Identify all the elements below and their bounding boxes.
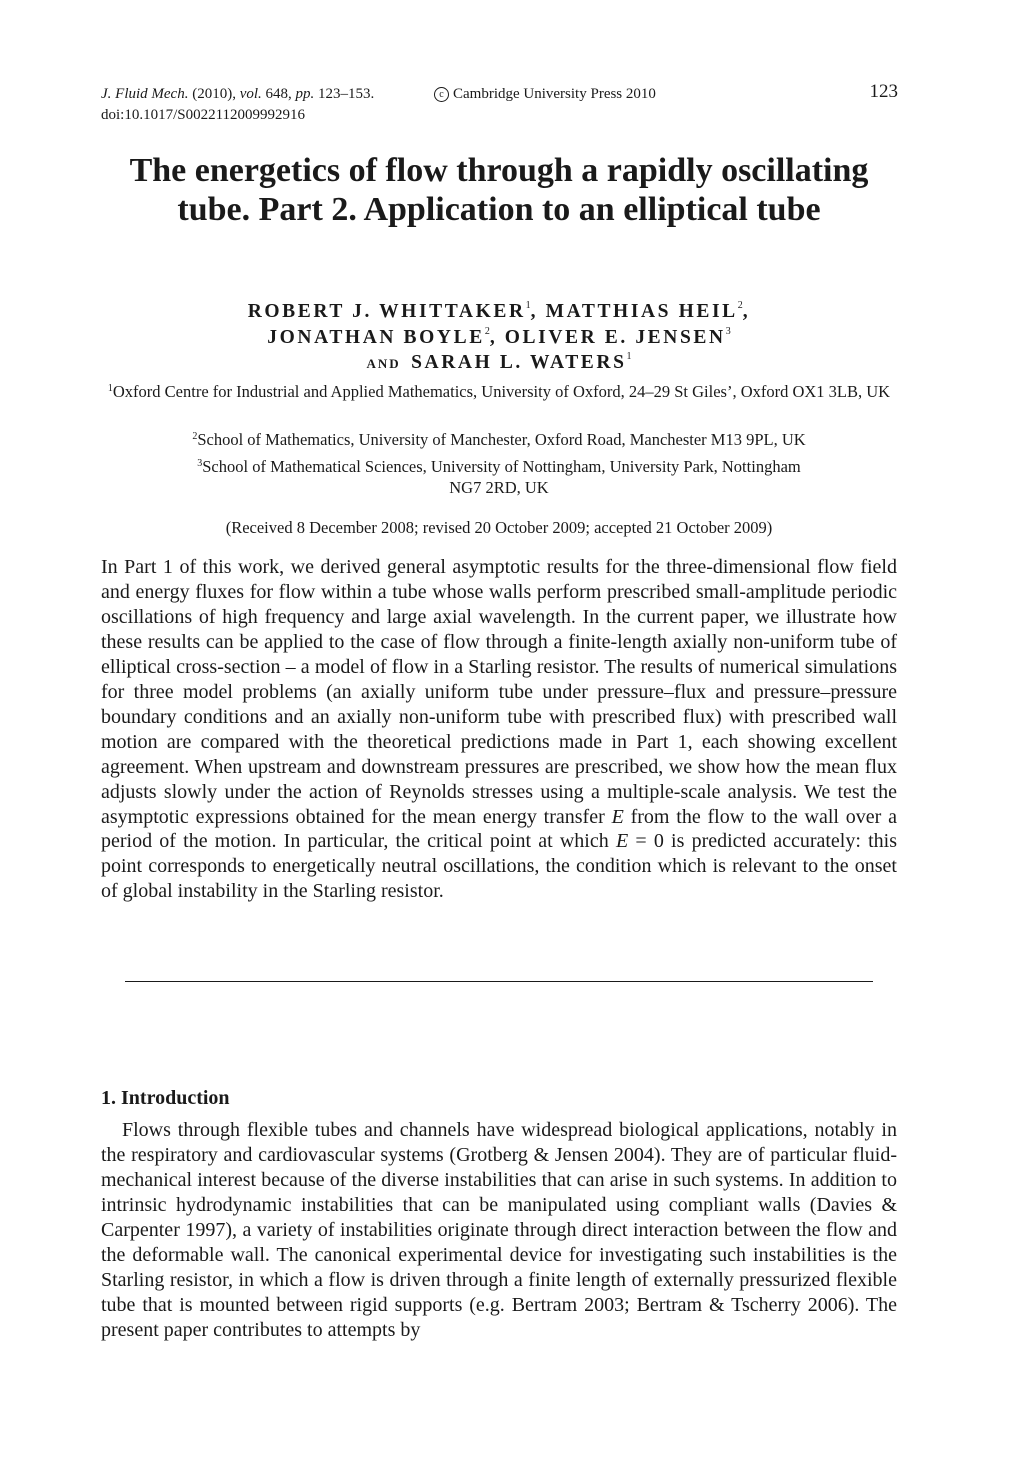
affiliation-sup: 3	[197, 458, 203, 469]
author-conjunction: AND	[366, 356, 401, 371]
author-affil-sup: 3	[725, 325, 731, 337]
received-dates: (Received 8 December 2008; revised 20 October 2009; accepted 21 October 2009)	[225, 518, 773, 537]
paper-title: The energetics of flow through a rapidly oscillating tube. Part 2. Application to an elliptical tube	[129, 152, 869, 228]
section-heading: 1. Introduction	[101, 1087, 230, 1109]
author-name: MATTHIAS HEIL	[545, 301, 738, 322]
abstract-divider	[125, 981, 873, 982]
volume-label: vol.	[239, 86, 262, 102]
affiliation-1	[101, 381, 897, 402]
affiliation-2	[101, 429, 897, 450]
doi-line: doi:10.1017/S0022112009992916	[101, 107, 306, 123]
abstract	[101, 555, 897, 904]
pages-label: pp.	[295, 86, 315, 102]
journal-year: (2010),	[192, 86, 236, 102]
math-symbol: E	[611, 805, 624, 828]
author-affil-sup: 1	[525, 300, 531, 311]
affiliation-text: Oxford Centre for Industrial and Applied Mathematics, University of Oxford, 24–29 St Giles’, Oxford OX1 3LB, UK	[112, 382, 891, 401]
author-name: OLIVER E. JENSEN	[504, 326, 726, 348]
affiliation-text: School of Mathematics, University of Manchester, Oxford Road, Manchester M13 9PL, UK	[197, 430, 806, 449]
author-affil-sup: 2	[737, 300, 743, 311]
affiliation-sup: 1	[107, 383, 113, 394]
abstract-text: In Part 1 of this work, we derived general asymptotic results for the three-dimensional flow field and energy fluxes for flow within a tube whose walls perform prescribed small-amplitude periodic oscillations of high frequency and large axial wavelength. In the current paper, we illustrate how these results can be applied to the case of flow through a finite-length axially non-uniform tube of elliptical cross-section – a model of flow in a Starling resistor. The results of numerical simulations for three model problems (an axially uniform tube under pressure–flux and pressure–pressure boundary conditions and an axially non-uniform tube with prescribed flux) with prescribed wall motion are compared with the theoretical predictions made in Part 1, each showing excellent agreement. When upstream and downstream pressures are prescribed, we show how the mean flux adjusts slowly under the action of Reynolds stresses using a multiple-scale analysis. We test the asymptotic expressions obtained for the mean energy transfer	[101, 556, 897, 828]
abstract-text: is predicted accurately: this point corresponds to energetically neutral oscillations, the condition which is relevant to the onset of global instability in the Starling resistor.	[101, 830, 898, 903]
copyright-icon: c	[434, 87, 449, 102]
copyright-notice	[434, 84, 656, 105]
body-paragraph: Flows through flexible tubes and channels have widespread biological applications, notably in the respiratory and cardiovascular systems (Grotberg & Jensen 2004). They are of particular fluid-mechanical interest because of the diverse instabilities that can arise in such systems. In addition to intrinsic hydrodynamic instabilities that can be manipulated using compliant walls (Davies & Carpenter 1997), a variety of instabilities originate through direct interaction between the flow and the deformable wall. The canonical experimental device for investigating such instabilities is the Starling resistor, in which a flow is driven through a finite length of externally pressurized flexible tube that is mounted between rigid supports (e.g. Bertram 2003; Bertram & Tscherry 2006). The present paper contributes to attempts by	[101, 1119, 897, 1341]
math-equation: = 0	[635, 830, 664, 853]
page-number: 123	[869, 81, 898, 102]
citation-line	[101, 84, 656, 105]
author-name: JONATHAN BOYLE	[267, 326, 485, 348]
volume-number: 648,	[265, 86, 292, 102]
author-list: ROBERT J. WHITTAKER$^1$, MATTHIAS HEIL$^2$, JONATHAN BOYLE$^2$, OLIVER E. JENSEN$^3$ AND SARAH L. WATERS$^1$	[247, 300, 751, 373]
affiliation-3	[101, 456, 897, 498]
author-affil-sup: 1	[626, 351, 632, 362]
affiliation-text: School of Mathematical Sciences, University of Nottingham, University Park, Nottingham NG7 2RD, UK	[202, 457, 801, 497]
copyright-text: Cambridge University Press 2010	[453, 86, 656, 102]
page-range: 123–153.	[318, 86, 375, 102]
abstract-text: from the flow to the wall over a period of the motion. In particular, the critical point at which	[101, 805, 897, 853]
affiliation-sup: 2	[192, 431, 198, 442]
math-symbol: E	[615, 830, 629, 853]
author-name: ROBERT J. WHITTAKER	[247, 301, 526, 322]
author-name: SARAH L. WATERS	[411, 352, 627, 373]
author-affil-sup: 2	[484, 325, 490, 337]
running-header	[101, 84, 656, 126]
journal-name: J. Fluid Mech.	[101, 86, 189, 102]
